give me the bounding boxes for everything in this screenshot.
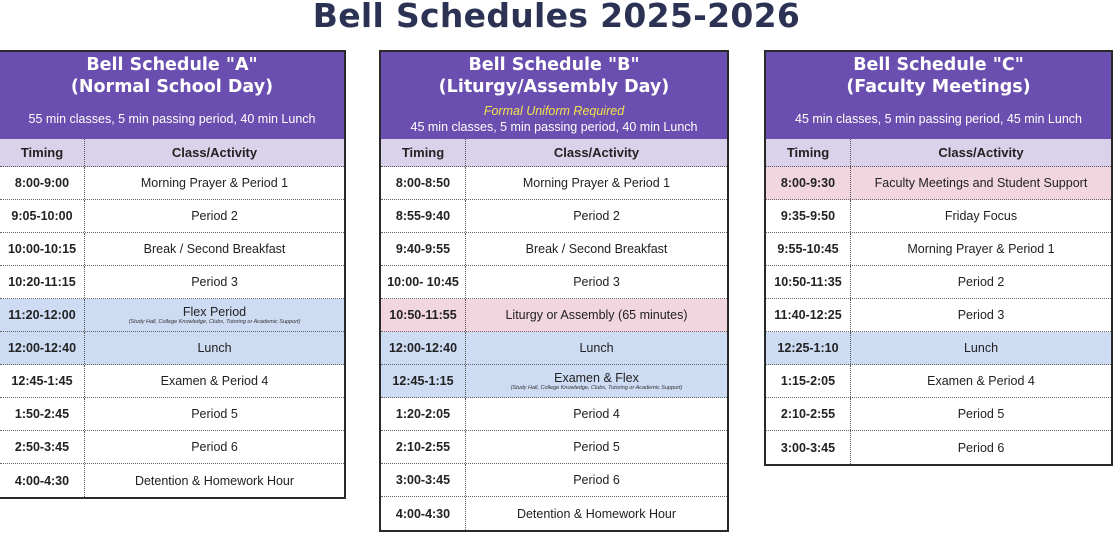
activity-cell bbox=[851, 365, 1111, 397]
activity-label: Period 5 bbox=[573, 440, 620, 454]
schedule-row bbox=[0, 299, 344, 332]
schedule-rows bbox=[381, 167, 727, 530]
schedule-row bbox=[766, 167, 1111, 200]
activity-label: Period 3 bbox=[573, 275, 620, 289]
schedule-row bbox=[381, 167, 727, 200]
activity-cell bbox=[851, 431, 1111, 464]
schedule-rows bbox=[766, 167, 1111, 464]
activity-label: Period 6 bbox=[957, 440, 1005, 455]
activity-label: Period 5 bbox=[957, 407, 1005, 421]
schedule-row bbox=[766, 332, 1111, 365]
activity-cell bbox=[466, 497, 727, 530]
schedule-row bbox=[766, 365, 1111, 398]
activity-cell bbox=[466, 332, 727, 364]
timing-cell: 1:15-2:05 bbox=[766, 365, 851, 397]
schedule-b-table bbox=[379, 50, 729, 532]
activity-cell bbox=[466, 431, 727, 463]
schedule-row bbox=[0, 266, 344, 299]
column-header-row bbox=[766, 139, 1111, 167]
activity-cell bbox=[85, 266, 344, 298]
timing-cell: 11:20-12:00 bbox=[0, 299, 85, 331]
schedule-subtitle: 45 min classes, 5 min passing period, 40 min Lunch bbox=[410, 120, 698, 134]
activity-label: Examen & Period 4 bbox=[160, 374, 269, 388]
schedule-row bbox=[0, 398, 344, 431]
timing-cell: 8:00-8:50 bbox=[381, 167, 466, 199]
schedule-title bbox=[0, 52, 344, 98]
activity-cell bbox=[466, 365, 727, 397]
schedule-header bbox=[381, 52, 727, 139]
schedule-row bbox=[766, 266, 1111, 299]
activity-label: Break / Second Breakfast bbox=[525, 242, 668, 256]
timing-cell: 1:20-2:05 bbox=[381, 398, 466, 430]
activity-cell bbox=[851, 167, 1111, 199]
activity-label: Lunch bbox=[963, 341, 999, 355]
activity-cell bbox=[466, 464, 727, 496]
page-title: Bell Schedules 2025-2026 bbox=[312, 0, 801, 35]
schedule-row bbox=[766, 398, 1111, 431]
schedule-row bbox=[381, 431, 727, 464]
activity-label: Period 3 bbox=[957, 308, 1005, 322]
schedule-row bbox=[381, 464, 727, 497]
activity-cell bbox=[85, 464, 344, 497]
activity-cell bbox=[466, 167, 727, 199]
timing-cell: 2:10-2:55 bbox=[381, 431, 466, 463]
schedule-subtitle: 45 min classes, 5 min passing period, 45 min Lunch bbox=[795, 112, 1082, 126]
activity-label: Period 2 bbox=[573, 209, 620, 223]
activity-label: Detention & Homework Hour bbox=[516, 506, 677, 521]
timing-cell: 2:50-3:45 bbox=[0, 431, 85, 463]
schedule-row bbox=[381, 398, 727, 431]
schedule-title-line1: Bell Schedule "B" bbox=[468, 55, 640, 75]
schedule-row bbox=[381, 299, 727, 332]
timing-cell: 10:00-10:15 bbox=[0, 233, 85, 265]
timing-cell: 10:20-11:15 bbox=[0, 266, 85, 298]
activity-label: Break / Second Breakfast bbox=[143, 242, 286, 256]
activity-cell bbox=[85, 233, 344, 265]
activity-cell bbox=[85, 332, 344, 364]
timing-cell: 8:00-9:30 bbox=[766, 167, 851, 199]
activity-cell bbox=[466, 266, 727, 298]
timing-cell: 8:55-9:40 bbox=[381, 200, 466, 232]
timing-cell: 2:10-2:55 bbox=[766, 398, 851, 430]
activity-cell bbox=[85, 200, 344, 232]
schedule-header bbox=[766, 52, 1111, 139]
column-header-row bbox=[0, 139, 344, 167]
schedule-title bbox=[766, 52, 1111, 98]
uniform-note: Formal Uniform Required bbox=[483, 104, 625, 118]
activity-label: Period 2 bbox=[957, 275, 1005, 289]
schedule-row bbox=[766, 299, 1111, 332]
activity-label: Flex Period bbox=[182, 304, 247, 319]
timing-cell: 9:35-9:50 bbox=[766, 200, 851, 232]
activity-cell bbox=[851, 332, 1111, 364]
activity-cell bbox=[466, 233, 727, 265]
activity-label: Examen & Flex bbox=[554, 370, 639, 385]
activity-label: Lunch bbox=[579, 341, 614, 355]
activity-label: Period 4 bbox=[573, 407, 620, 421]
timing-cell: 12:45-1:15 bbox=[381, 365, 466, 397]
activity-cell bbox=[851, 266, 1111, 298]
activity-detail: (Study Hall, College Knowledge, Clubs, Tutoring or Academic Support) bbox=[510, 384, 683, 391]
activity-cell bbox=[466, 200, 727, 232]
activity-label: Morning Prayer & Period 1 bbox=[907, 242, 1055, 256]
schedule-title-line2: (Normal School Day) bbox=[70, 77, 274, 97]
activity-label: Morning Prayer & Period 1 bbox=[140, 176, 289, 190]
activity-cell bbox=[85, 167, 344, 199]
schedule-title-line2: (Faculty Meetings) bbox=[846, 77, 1031, 97]
timing-cell: 12:45-1:45 bbox=[0, 365, 85, 397]
schedule-row bbox=[0, 233, 344, 266]
column-header-row bbox=[381, 139, 727, 167]
schedule-row bbox=[0, 431, 344, 464]
activity-label: Period 3 bbox=[191, 275, 238, 289]
activity-label: Friday Focus bbox=[944, 209, 1018, 223]
activity-cell bbox=[85, 299, 344, 331]
schedule-title bbox=[381, 52, 727, 98]
schedule-rows bbox=[0, 167, 344, 497]
timing-cell: 12:00-12:40 bbox=[381, 332, 466, 364]
schedule-title-line2: (Liturgy/Assembly Day) bbox=[438, 77, 670, 97]
schedule-title-line1: Bell Schedule "A" bbox=[86, 55, 258, 75]
timing-cell: 1:50-2:45 bbox=[0, 398, 85, 430]
schedule-row bbox=[381, 497, 727, 530]
schedule-row bbox=[381, 200, 727, 233]
activity-cell bbox=[851, 398, 1111, 430]
schedule-row bbox=[381, 233, 727, 266]
activity-column-header: Class/Activity bbox=[171, 145, 258, 160]
activity-cell bbox=[466, 299, 727, 331]
timing-cell: 12:00-12:40 bbox=[0, 332, 85, 364]
schedule-row bbox=[0, 167, 344, 200]
schedule-row bbox=[0, 332, 344, 365]
timing-cell: 10:50-11:35 bbox=[766, 266, 851, 298]
schedule-row bbox=[0, 365, 344, 398]
timing-cell: 4:00-4:30 bbox=[0, 464, 85, 497]
timing-cell: 3:00-3:45 bbox=[766, 431, 851, 464]
schedule-a-table bbox=[0, 50, 346, 499]
activity-column-header: Class/Activity bbox=[553, 145, 640, 160]
activity-label: Liturgy or Assembly (65 minutes) bbox=[505, 308, 688, 322]
activity-cell bbox=[85, 431, 344, 463]
timing-cell: 9:40-9:55 bbox=[381, 233, 466, 265]
schedule-row bbox=[766, 233, 1111, 266]
activity-label: Period 5 bbox=[191, 407, 238, 421]
timing-cell: 9:05-10:00 bbox=[0, 200, 85, 232]
schedule-row bbox=[0, 464, 344, 497]
activity-cell bbox=[851, 233, 1111, 265]
schedule-row bbox=[381, 332, 727, 365]
schedule-row bbox=[0, 200, 344, 233]
timing-cell: 11:40-12:25 bbox=[766, 299, 851, 331]
activity-label: Period 6 bbox=[573, 473, 620, 487]
activity-label: Period 2 bbox=[191, 209, 238, 223]
activity-cell bbox=[466, 398, 727, 430]
schedule-c-table bbox=[764, 50, 1113, 466]
timing-column-header: Timing bbox=[766, 139, 851, 166]
activity-cell bbox=[85, 365, 344, 397]
activity-label: Detention & Homework Hour bbox=[134, 473, 295, 488]
activity-label: Examen & Period 4 bbox=[927, 374, 1035, 388]
timing-cell: 3:00-3:45 bbox=[381, 464, 466, 496]
activity-cell bbox=[85, 398, 344, 430]
timing-cell: 10:00- 10:45 bbox=[381, 266, 466, 298]
activity-label: Period 6 bbox=[191, 440, 238, 454]
schedule-row bbox=[766, 200, 1111, 233]
timing-column-header: Timing bbox=[381, 139, 466, 166]
schedule-row bbox=[381, 266, 727, 299]
schedule-title-line1: Bell Schedule "C" bbox=[853, 55, 1024, 75]
schedule-row bbox=[381, 365, 727, 398]
activity-detail: (Study Hall, College Knowledge, Clubs, Tutoring or Academic Support) bbox=[128, 318, 301, 325]
timing-cell: 12:25-1:10 bbox=[766, 332, 851, 364]
schedule-header bbox=[0, 52, 344, 139]
timing-cell: 4:00-4:30 bbox=[381, 497, 466, 530]
activity-label: Lunch bbox=[197, 341, 232, 355]
activity-cell bbox=[851, 299, 1111, 331]
timing-cell: 9:55-10:45 bbox=[766, 233, 851, 265]
activity-column-header: Class/Activity bbox=[938, 145, 1024, 160]
activity-cell bbox=[851, 200, 1111, 232]
schedule-row bbox=[766, 431, 1111, 464]
activity-label: Morning Prayer & Period 1 bbox=[522, 176, 671, 190]
timing-column-header: Timing bbox=[0, 139, 85, 166]
timing-cell: 8:00-9:00 bbox=[0, 167, 85, 199]
timing-cell: 10:50-11:55 bbox=[381, 299, 466, 331]
schedule-subtitle: 55 min classes, 5 min passing period, 40 min Lunch bbox=[28, 112, 316, 126]
activity-label: Faculty Meetings and Student Support bbox=[874, 176, 1088, 190]
